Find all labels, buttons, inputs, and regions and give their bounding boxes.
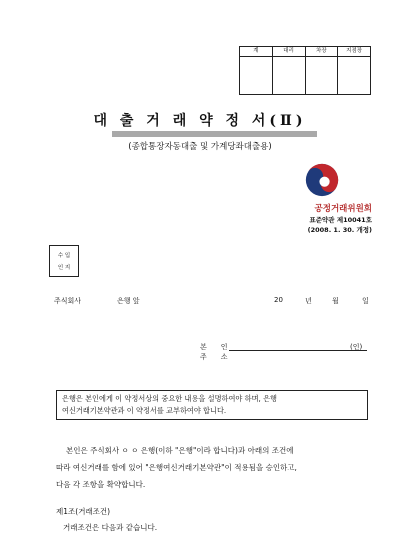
paragraph-line: 본인은 주식회사 ㅇ ㅇ 은행(이하 "은행"이라 합니다)과 아래의 조건에 bbox=[66, 446, 294, 455]
issuer-org: 공정거래위원회 bbox=[314, 204, 372, 214]
ftc-logo-icon bbox=[305, 163, 339, 197]
addressee: 주식회사 bbox=[54, 297, 82, 305]
paragraph-line: 다음 각 조항을 확약합니다. bbox=[56, 480, 146, 489]
article-body: 거래조건은 다음과 같습니다. bbox=[63, 523, 158, 532]
year-label: 년 bbox=[305, 297, 312, 305]
approval-signature-cell[interactable] bbox=[240, 57, 273, 95]
day-label: 일 bbox=[362, 297, 369, 305]
stamp-label: 인 지 bbox=[57, 265, 71, 271]
approval-signature-cell[interactable] bbox=[305, 57, 338, 95]
approval-table bbox=[239, 46, 371, 95]
paragraph-line: 따라 여신거래를 함에 있어 "은행여신거래기본약관"이 적용됨을 승인하고, bbox=[56, 463, 297, 472]
approval-signature-cell[interactable] bbox=[338, 57, 371, 95]
address-label: 주소 bbox=[200, 353, 242, 361]
article-title: 제1조(거래조건) bbox=[56, 507, 111, 516]
page-subtitle: (종합통장자동대출 및 가계당좌대출용) bbox=[128, 142, 272, 152]
approval-header: 차장 bbox=[305, 47, 338, 57]
month-label: 월 bbox=[332, 297, 339, 305]
stamp-label: 수 입 bbox=[57, 253, 71, 259]
revision-date: (2008. 1. 30. 개정) bbox=[307, 226, 372, 234]
title-underline-bar bbox=[112, 131, 317, 137]
page-title: 대 출 거 래 약 정 서(Ⅱ) bbox=[93, 113, 307, 129]
seal-mark: (인) bbox=[350, 343, 363, 351]
approval-signature-cell[interactable] bbox=[272, 57, 305, 95]
revenue-stamp-box bbox=[49, 245, 79, 277]
notice-line: 여신거래기본약관과 이 약정서를 교부하여야 합니다. bbox=[62, 406, 227, 415]
terms-code: 표준약관 제10041호 bbox=[309, 216, 372, 224]
approval-header: 계 bbox=[240, 47, 273, 57]
notice-line: 은행은 본인에게 이 약정서상의 중요한 내용을 설명하여야 하며, 은행 bbox=[62, 394, 277, 403]
signature-line[interactable] bbox=[229, 350, 367, 351]
bank-head: 은행 앞 bbox=[117, 297, 140, 305]
approval-header: 지점장 bbox=[338, 47, 371, 57]
year-prefix: 20 bbox=[274, 296, 283, 304]
notice-box bbox=[56, 390, 368, 420]
approval-header: 대리 bbox=[272, 47, 305, 57]
principal-label: 본인 bbox=[200, 343, 242, 351]
agreement-paragraph bbox=[56, 442, 374, 493]
